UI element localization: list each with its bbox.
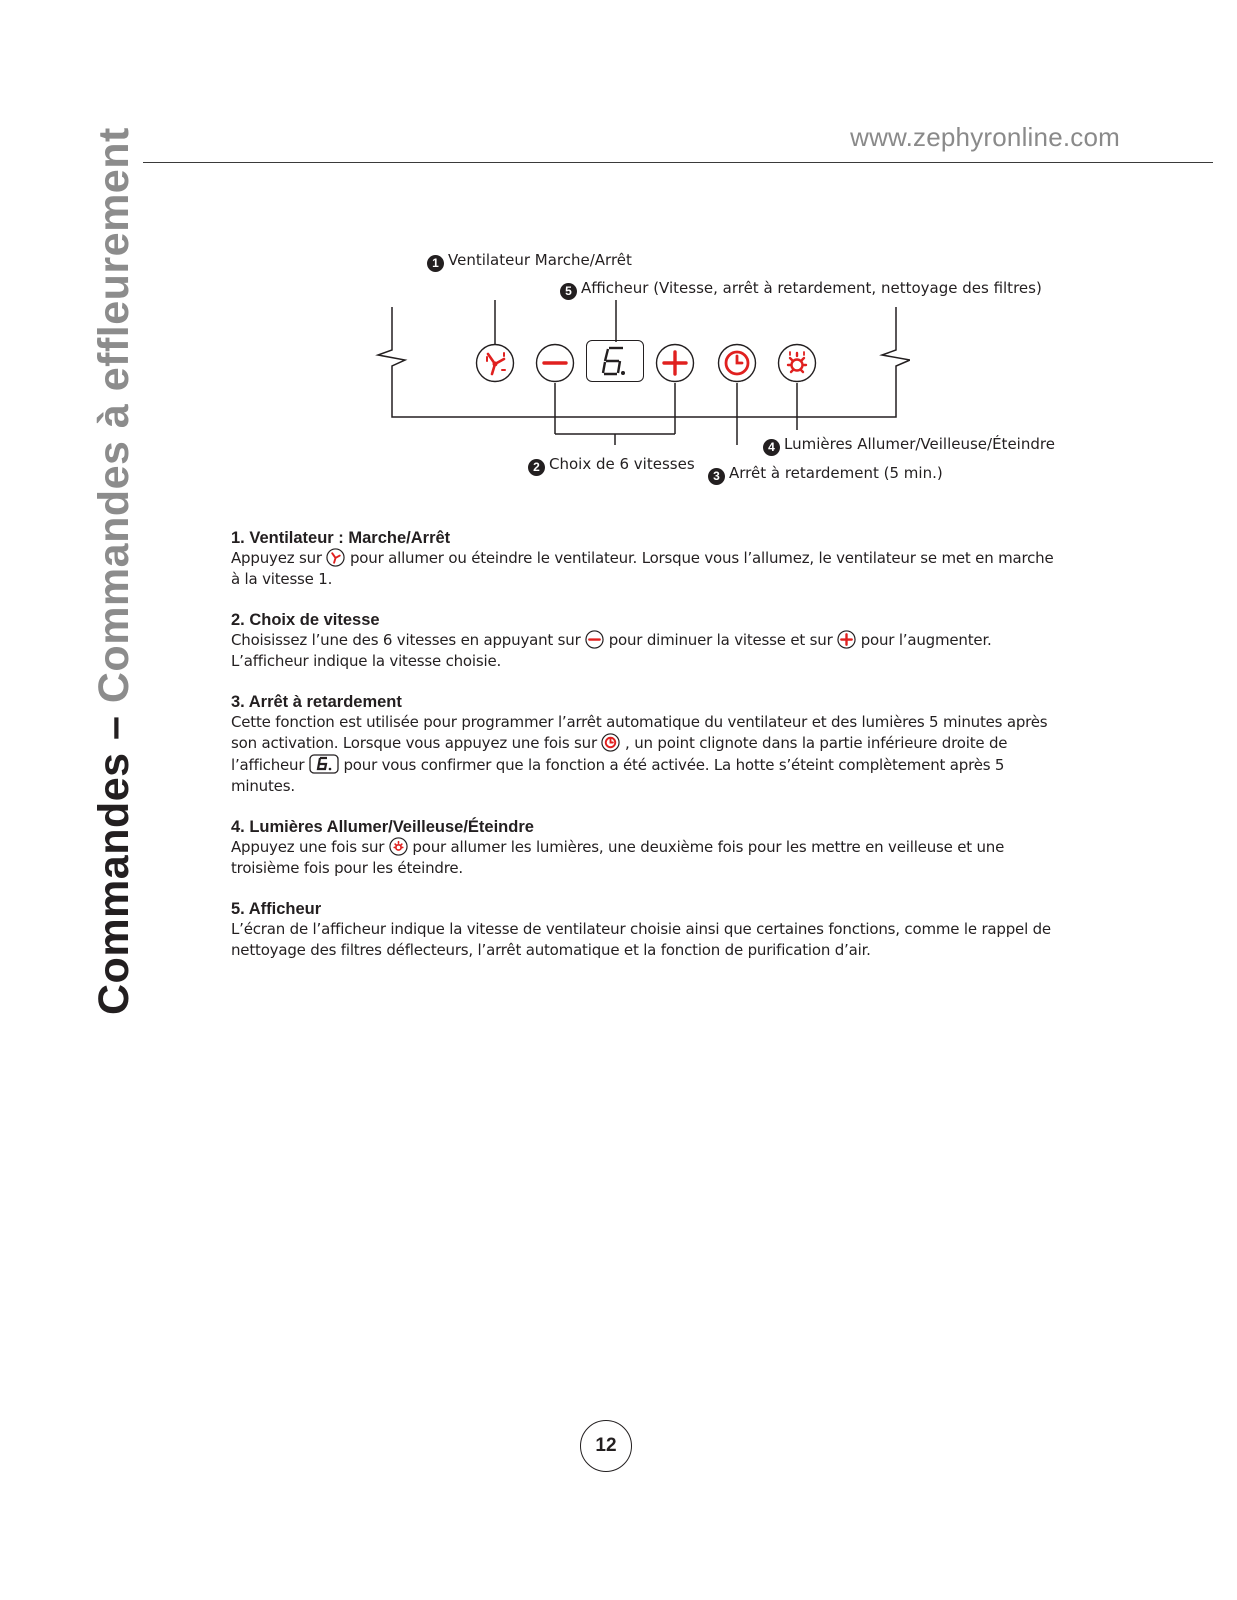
instructions bbox=[231, 528, 1061, 981]
website-url: www.zephyronline.com bbox=[850, 122, 1120, 152]
section-title: 5. Afficheur bbox=[231, 900, 322, 918]
label-speed bbox=[528, 455, 695, 476]
plus-icon bbox=[837, 630, 856, 649]
label-timer-text: Arrêt à retardement (5 min.) bbox=[729, 464, 943, 482]
label-display-text: Afficheur (Vitesse, arrêt à retardement, nettoyage des filtres) bbox=[581, 279, 1042, 297]
section-timer bbox=[231, 692, 1061, 797]
light-button[interactable] bbox=[777, 343, 817, 383]
side-title-dark: Commandes – bbox=[90, 703, 138, 1015]
minus-button[interactable] bbox=[535, 343, 575, 383]
timer-button[interactable] bbox=[717, 343, 757, 383]
section-speed bbox=[231, 610, 1061, 672]
section-fan bbox=[231, 528, 1061, 590]
bullet-1: 1 bbox=[427, 255, 444, 272]
seven-segment-digit bbox=[587, 341, 642, 380]
label-display bbox=[560, 279, 1042, 300]
display-panel bbox=[586, 340, 644, 382]
section-display bbox=[231, 899, 1061, 961]
section-text: Appuyez sur pour allumer ou éteindre le ventilateur. Lorsque vous l’allumez, le ventilateur se met en marche à la vitesse 1. bbox=[231, 549, 1054, 588]
bullet-5: 5 bbox=[560, 283, 577, 300]
display-icon bbox=[309, 754, 339, 774]
label-fan bbox=[427, 251, 632, 272]
label-timer bbox=[708, 464, 943, 485]
plus-button[interactable] bbox=[655, 343, 695, 383]
section-title: 4. Lumières Allumer/Veilleuse/Éteindre bbox=[231, 818, 534, 836]
section-text: Appuyez une fois sur pour allumer les lumières, une deuxième fois pour les mettre en veilleuse et une troisième fois pour les éteindre. bbox=[231, 838, 1005, 877]
side-title bbox=[90, 127, 139, 1015]
section-text: Cette fonction est utilisée pour programmer l’arrêt automatique du ventilateur et des lumières 5 minutes après son activation. Lorsque vous appuyez une fois sur , un point clignote dans la partie inférieure droite de l’afficheur pour vous confirmer que la fonction a été activée. La hotte s’éteint complètement après 5 minutes. bbox=[231, 713, 1048, 795]
side-title-light: Commandes à effleurement bbox=[90, 127, 138, 704]
clock-icon bbox=[601, 733, 620, 752]
section-lights bbox=[231, 817, 1061, 879]
section-text: Choisissez l’une des 6 vitesses en appuyant sur pour diminuer la vitesse et sur pour l’augmenter. L’afficheur indique la vitesse choisie. bbox=[231, 631, 992, 670]
label-lights-text: Lumières Allumer/Veilleuse/Éteindre bbox=[784, 435, 1055, 453]
section-title: 2. Choix de vitesse bbox=[231, 611, 380, 629]
fan-icon bbox=[326, 548, 345, 567]
bullet-4: 4 bbox=[763, 439, 780, 456]
section-title: 1. Ventilateur : Marche/Arrêt bbox=[231, 529, 451, 547]
section-text: L’écran de l’afficheur indique la vitesse de ventilateur choisie ainsi que certaines fonctions, comme le rappel de nettoyage des filtres déflecteurs, l’arrêt automatique et la fonction de purification d’air. bbox=[231, 920, 1051, 959]
minus-icon bbox=[585, 630, 604, 649]
light-icon bbox=[389, 837, 408, 856]
fan-button[interactable] bbox=[475, 343, 515, 383]
section-title: 3. Arrêt à retardement bbox=[231, 693, 402, 711]
label-speed-text: Choix de 6 vitesses bbox=[549, 455, 695, 473]
header-divider bbox=[143, 162, 1213, 163]
bullet-2: 2 bbox=[528, 459, 545, 476]
page-number: 12 bbox=[580, 1420, 632, 1472]
label-fan-text: Ventilateur Marche/Arrêt bbox=[448, 251, 632, 269]
bullet-3: 3 bbox=[708, 468, 725, 485]
label-lights bbox=[763, 435, 1055, 456]
